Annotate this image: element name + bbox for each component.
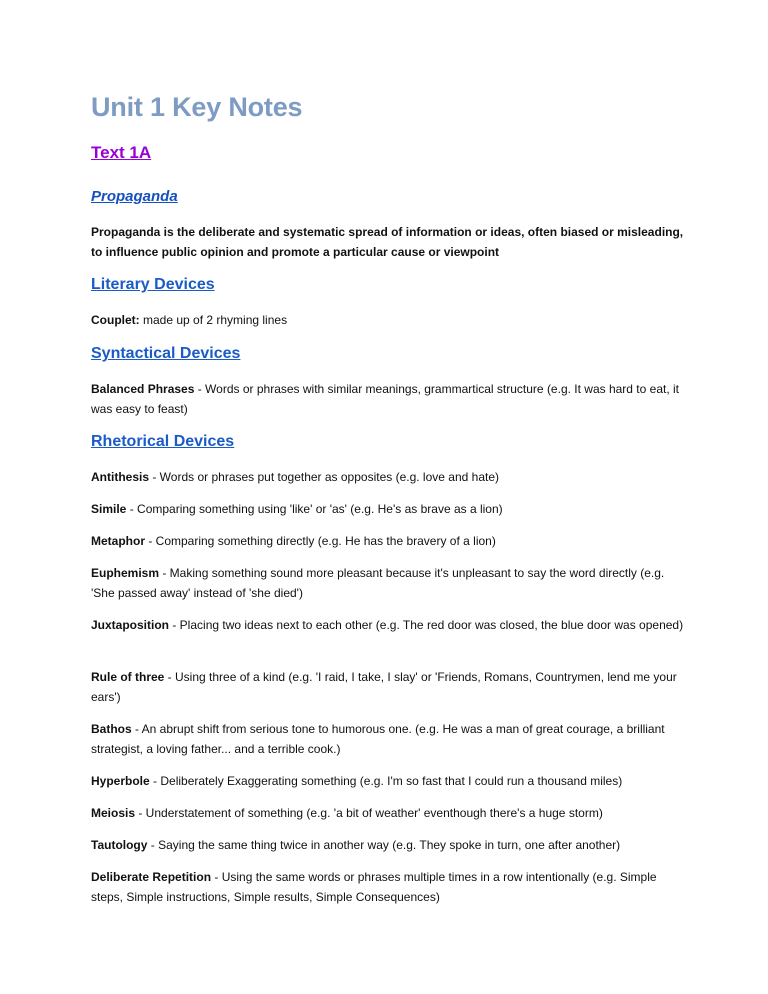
term: Balanced Phrases — [91, 382, 195, 396]
rhetorical-item — [91, 867, 686, 907]
definition: - Words or phrases put together as opposites (e.g. love and hate) — [149, 470, 499, 484]
rhetorical-item — [91, 771, 686, 791]
definition: made up of 2 rhyming lines — [139, 313, 288, 327]
term: Antithesis — [91, 470, 150, 484]
definition: - Making something sound more pleasant because it's unpleasant to say the word directly (e.g. 'She passed away' instead of 'she died') — [91, 566, 665, 600]
definition: - Understatement of something (e.g. 'a bit of weather' eventhough there's a huge storm) — [135, 806, 603, 820]
propaganda-definition: Propaganda is the deliberate and systematic spread of information or ideas, often biased or misleading, to influence public opinion and promote a particular cause or viewpoint — [91, 225, 684, 259]
literary-item — [91, 310, 686, 330]
definition: - Deliberately Exaggerating something (e.g. I'm so fast that I could run a thousand miles) — [149, 774, 623, 788]
term: Tautology — [91, 838, 148, 852]
definition: - Saying the same thing twice in another way (e.g. They spoke in turn, one after another) — [147, 838, 621, 852]
rhetorical-item — [91, 835, 686, 855]
definition: - Using the same words or phrases multiple times in a row intentionally (e.g. Simple steps, Simple instructions, Simple results, Simple Consequences) — [91, 870, 657, 904]
rhetorical-item — [91, 563, 686, 603]
rhetorical-item — [91, 499, 686, 519]
definition: - Words or phrases with similar meanings, grammartical structure (e.g. It was hard to eat, it was easy to feast) — [91, 382, 680, 416]
term: Deliberate Repetition — [91, 870, 212, 884]
term: Rule of three — [91, 670, 165, 684]
rhetorical-item — [91, 615, 686, 635]
definition: - Comparing something using 'like' or 'as' (e.g. He's as brave as a lion) — [126, 502, 503, 516]
definition: - Using three of a kind (e.g. 'I raid, I take, I slay' or 'Friends, Romans, Countrymen, lend me your ears') — [91, 670, 677, 704]
term: Couplet: — [91, 313, 140, 327]
definition: - An abrupt shift from serious tone to humorous one. (e.g. He was a man of great courage, a brilliant strategist, a loving father... and a terrible cook.) — [91, 722, 665, 756]
rhetorical-item — [91, 803, 686, 823]
heading-literary-devices: Literary Devices — [91, 276, 215, 293]
term: Euphemism — [91, 566, 160, 580]
term: Simile — [91, 502, 127, 516]
term: Hyperbole — [91, 774, 150, 788]
heading-propaganda: Propaganda — [91, 188, 178, 205]
heading-text-1a: Text 1A — [91, 143, 152, 162]
heading-rhetorical-devices: Rhetorical Devices — [91, 433, 235, 450]
term: Meiosis — [91, 806, 136, 820]
rhetorical-item — [91, 467, 686, 487]
definition: - Comparing something directly (e.g. He has the bravery of a lion) — [145, 534, 496, 548]
rhetorical-item — [91, 719, 686, 759]
heading-syntactical-devices: Syntactical Devices — [91, 345, 241, 362]
document-title: Unit 1 Key Notes — [91, 92, 303, 122]
rhetorical-item — [91, 667, 686, 707]
term: Juxtaposition — [91, 618, 170, 632]
term: Bathos — [91, 722, 132, 736]
term: Metaphor — [91, 534, 145, 548]
rhetorical-item — [91, 531, 686, 551]
definition: - Placing two ideas next to each other (e.g. The red door was closed, the blue door was opened) — [169, 618, 684, 632]
syntactical-item — [91, 379, 686, 419]
